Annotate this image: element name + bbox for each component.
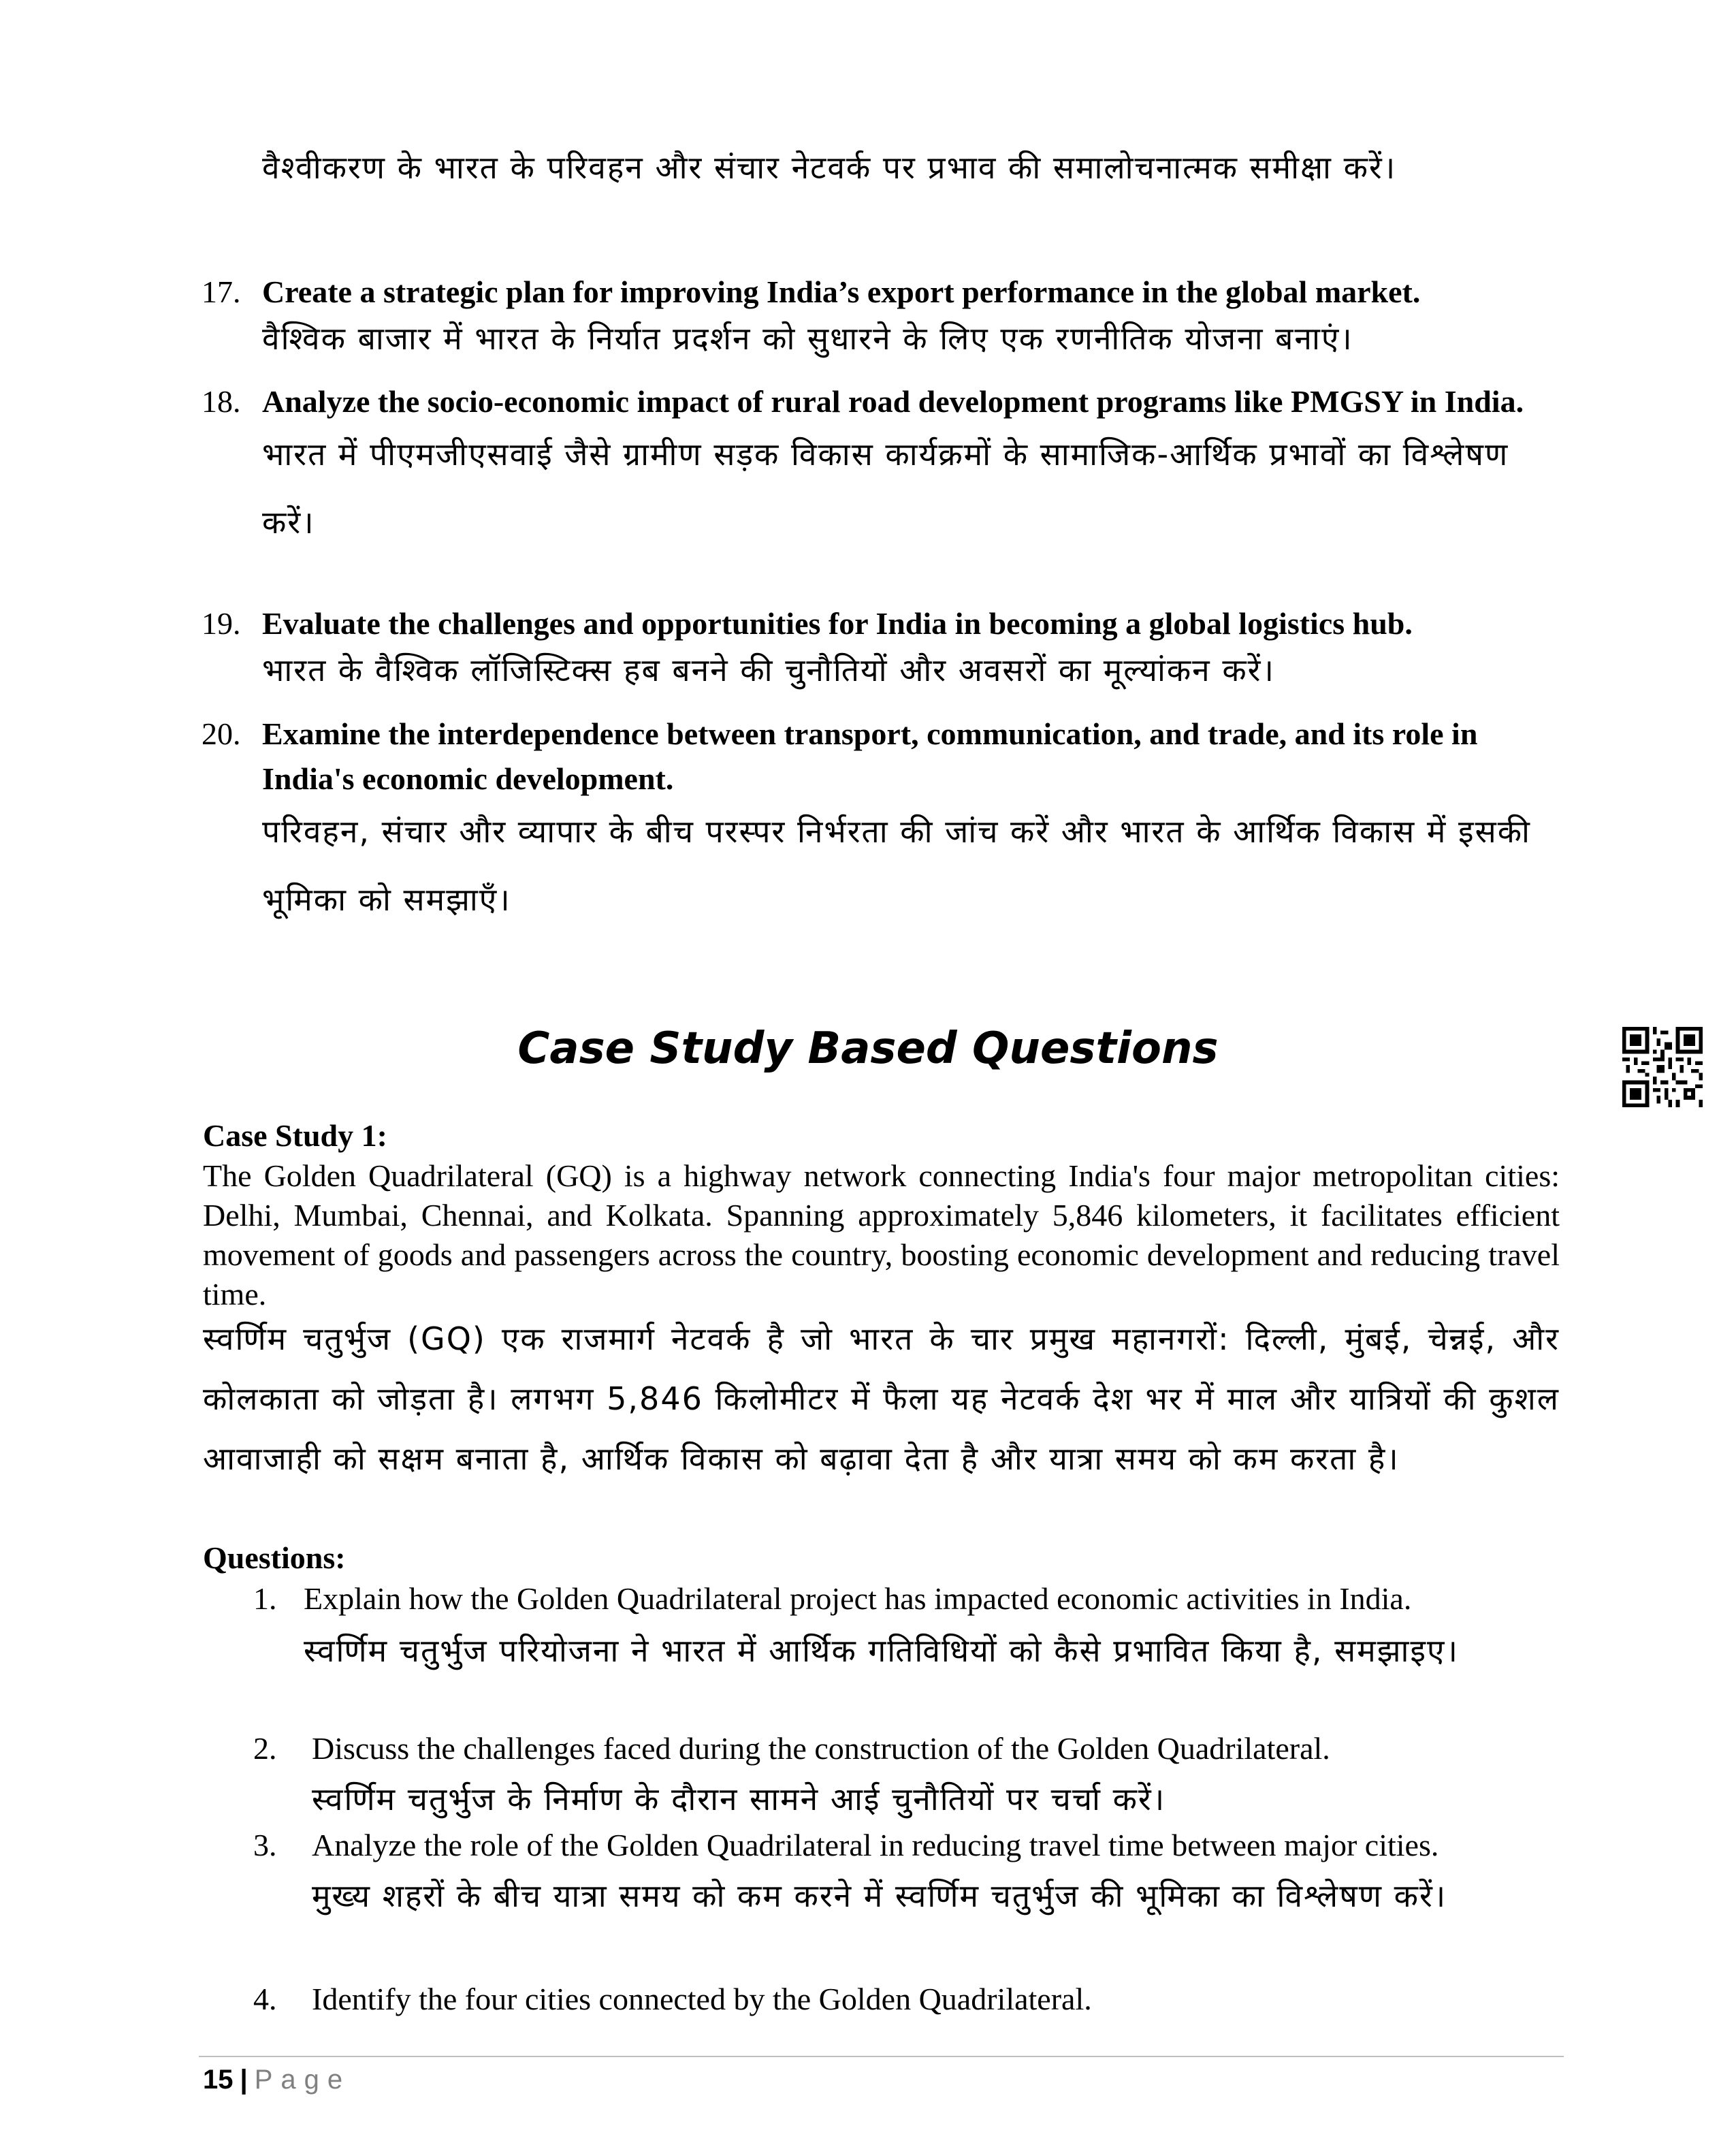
subq1-english: Explain how the Golden Quadrilateral project has impacted economic activities in India. (304, 1581, 1412, 1616)
q17-english: Create a strategic plan for improving India’s export performance in the global market. (262, 274, 1421, 309)
q17-hindi: वैश्विक बाजार में भारत के निर्यात प्रदर्शन को सुधारने के लिए एक रणनीतिक योजना बनाएं। (262, 320, 1353, 357)
q16-hindi: वैश्वीकरण के भारत के परिवहन और संचार नेटवर्क पर प्रभाव की समालोचनात्मक समीक्षा करें। (262, 149, 1397, 186)
subq1-number: 1. (253, 1581, 277, 1616)
case-study-title: Case Study 1: (203, 1118, 387, 1153)
footer-separator: | (240, 2065, 248, 2095)
case-paragraph-hindi: स्वर्णिम चतुर्भुज (GQ) एक राजमार्ग नेटवर्क है जो भारत के चार प्रमुख महानगरों: दिल्ली, मुंबई, चेन्नई, और कोलकाता को जोड़ता है। लगभग 5,846 किलोमीटर में फैला यह नेटवर्क देश भर में माल और यात्रियों की कुशल आवाजाही को सक्षम बनाता है, आर्थिक विकास को बढ़ावा देता है और यात्रा समय को कम करता है। (203, 1320, 1560, 1477)
page-footer (203, 2059, 351, 2100)
subq3-number: 3. (253, 1828, 277, 1862)
q20-english: Examine the interdependence between transport, communication, and trade, and its role in India's economic development. (262, 716, 1478, 796)
footer-divider (199, 2056, 1564, 2057)
subq3-hindi: मुख्य शहरों के बीच यात्रा समय को कम करने में स्वर्णिम चतुर्भुज की भूमिका का विश्लेषण करें। (312, 1877, 1447, 1914)
q20-number: 20. (202, 716, 241, 751)
subq3-block (312, 1825, 1592, 1926)
q19-english: Evaluate the challenges and opportunities for India in becoming a global logistics hub. (262, 606, 1413, 641)
subq4-number: 4. (253, 1982, 277, 2016)
q20-hindi: परिवहन, संचार और व्यापार के बीच परस्पर निर्भरता की जांच करें और भारत के आर्थिक विकास में इसकी भूमिका को समझाएँ। (262, 813, 1531, 918)
subq4-english: Identify the four cities connected by the Golden Quadrilateral. (312, 1982, 1092, 2016)
subq2-number: 2. (253, 1731, 277, 1766)
q18-block (262, 379, 1569, 556)
q20-block (262, 712, 1569, 934)
q18-english: Analyze the socio-economic impact of rural road development programs like PMGSY in India. (262, 384, 1524, 419)
subq1-block (304, 1578, 1584, 1682)
page-label: Page (254, 2065, 351, 2095)
section-heading: Case Study Based Questions (517, 1023, 1219, 1074)
case-paragraph-english: The Golden Quadrilateral (GQ) is a highway network connecting India's four major metropolitan cities: Delhi, Mumbai, Chennai, and Kolkata. Spanning approximately 5,846 kilometers, it facilitates efficient movement of goods and passengers across the country, boosting economic development and reducing travel time. (203, 1158, 1560, 1312)
q17-block (262, 270, 1569, 369)
subq4-block (312, 1979, 1592, 2020)
q17-number: 17. (202, 274, 241, 309)
page-number: 15 (203, 2065, 234, 2095)
subq3-english: Analyze the role of the Golden Quadrilateral in reducing travel time between major cities. (312, 1828, 1439, 1862)
qr-code-icon (1622, 1027, 1703, 1107)
subq2-block (312, 1728, 1592, 1829)
q19-number: 19. (202, 606, 241, 641)
q19-hindi: भारत के वैश्विक लॉजिस्टिक्स हब बनने की चुनौतियों और अवसरों का मूल्यांकन करें। (262, 652, 1275, 688)
q18-hindi: भारत में पीएमजीएसवाई जैसे ग्रामीण सड़क विकास कार्यक्रमों के सामाजिक-आर्थिक प्रभावों का विश्लेषण करें। (262, 436, 1509, 541)
q19-block (262, 601, 1569, 701)
subq1-hindi: स्वर्णिम चतुर्भुज परियोजना ने भारत में आर्थिक गतिविधियों को कैसे प्रभावित किया है, समझाइए। (304, 1632, 1459, 1669)
subq2-hindi: स्वर्णिम चतुर्भुज के निर्माण के दौरान सामने आई चुनौतियों पर चर्चा करें। (312, 1781, 1166, 1817)
questions-label: Questions: (203, 1540, 346, 1575)
subq2-english: Discuss the challenges faced during the construction of the Golden Quadrilateral. (312, 1731, 1330, 1766)
q18-number: 18. (202, 384, 241, 419)
